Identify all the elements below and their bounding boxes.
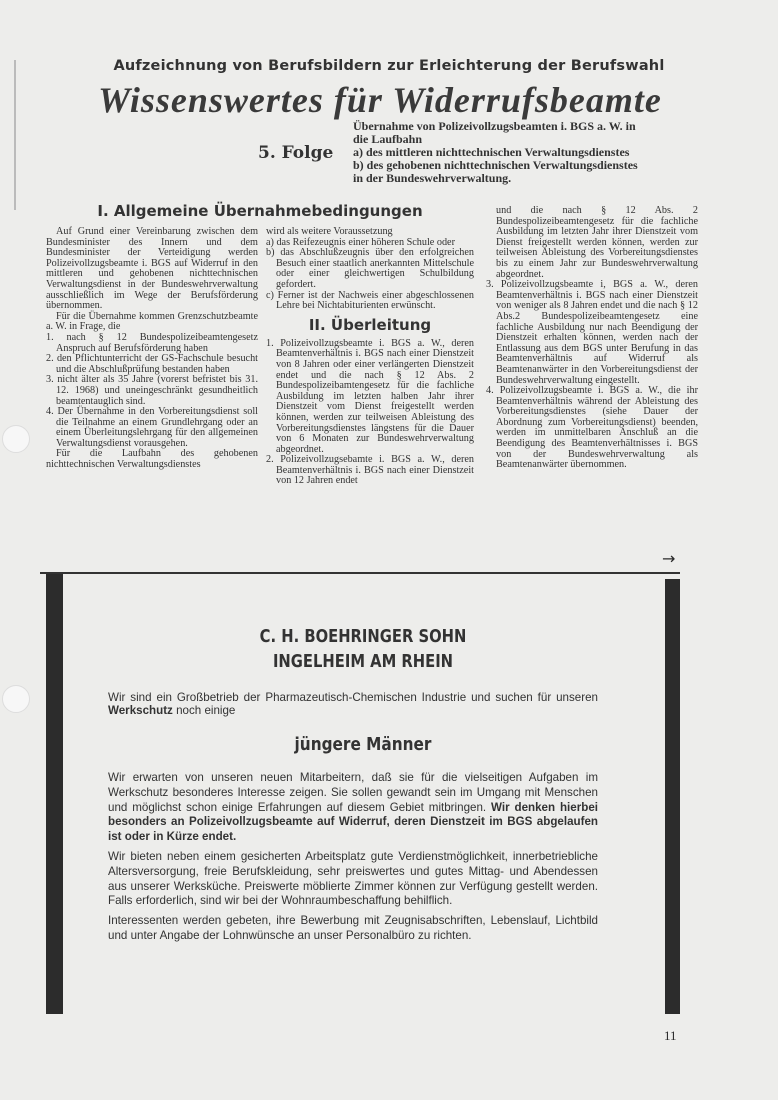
page-number: 11 bbox=[664, 1028, 677, 1043]
list-item: a) das Reifezeugnis einer höheren Schule oder bbox=[266, 236, 455, 248]
ad-text bbox=[108, 771, 598, 949]
list-item: c) Ferner ist der Nachweis einer abgeschlossenen Lehre bei Nichtabiturienten erwünscht. bbox=[266, 289, 474, 312]
emphasis: Wir denken hierbei besonders an Polizeivollzugsbeamte auf Widerruf, deren Dienstzeit im BGS abgelaufen ist oder in Kürze endet. bbox=[108, 800, 598, 844]
episode-description bbox=[353, 120, 713, 185]
column-3 bbox=[486, 206, 698, 471]
section-heading-2: II. Überleitung bbox=[308, 315, 432, 334]
series-kicker: Aufzeichnung von Berufsbildern zur Erleichterung der Berufswahl bbox=[113, 58, 665, 74]
list-item: 3. nicht älter als 35 Jahre (vorerst befristet bis 31. 12. 1968) und uneingeschränkt gesundheitlich beamtentauglich sind. bbox=[46, 374, 258, 407]
episode-line: in der Bundeswehrverwaltung. bbox=[353, 171, 512, 185]
list-item: 3. Polizeivollzugsbeamte i, BGS a. W., deren Beamtenverhältnis i. BGS nach einer Dienstzeit von weniger als 8 Jahren endet und die nach § 12 Abs.2 Bundespolizeibeamtengesetz eine fachliche Ausbildung nur nach Beendigung der Dienstzeit erhalten können, werden nach der Entlassung aus dem BGS unter Berufung in das Beamtenverhältnis auf Widerruf als Beamtenanwärter in den Vorbereitungsdienst der Bundeswehrverwaltung eingestellt. bbox=[486, 279, 698, 386]
list-item: 2. Polizeivollzugsebamte i. BGS a. W., deren Beamtenverhältnis i. BGS nach einer Dienstzeit von 12 Jahren endet bbox=[266, 454, 474, 487]
paragraph: Auf Grund einer Vereinbarung zwischen dem Bundesminister des Innern und dem Bundesminister der Verteidigung werden Polizeivollzugsbeamte i. BGS auf Widerruf in den mittleren und gehobenen nichttechnischen Verwaltungsdienst in der Bundeswehrverwaltung ausschließlich im Wege der Berufsförderung übernommen. bbox=[46, 226, 258, 312]
ad-company bbox=[103, 624, 623, 674]
column-2 bbox=[266, 227, 474, 487]
list-item: 4. Polizeivollzugsbeamte i. BGS a. W., die ihr Beamtenverhältnis während der Ableistung des Vorbereitungsdienstes (siehe Dauer der Abordnung zum Vorbereitungsdienst) beenden, werden im unmittelbaren Anschluß an die Beendigung des Beamtenverhältnisses i. BGS von der Bundeswehrverwaltung als Beamtenanwärter übernommen. bbox=[486, 385, 698, 471]
ad-intro bbox=[108, 692, 598, 717]
company-name: C. H. BOEHRINGER SOHN bbox=[259, 626, 467, 647]
list-item: 4. Der Übernahme in den Vorbereitungsdienst soll die Teilnahme an einem Grundlehrgang oder an einem Überleitungslehrgang für den allgemeinen Verwaltungsdienst vorausgehen. bbox=[46, 406, 258, 449]
paragraph: Für die Übernahme kommen Grenzschutzbeamte a. W. in Frage, die bbox=[46, 310, 258, 333]
list-item: 2. den Pflichtunterricht der GS-Fachschule besucht und die Abschlußprüfung bestanden haben bbox=[46, 353, 258, 375]
punch-hole bbox=[2, 425, 30, 453]
text: noch einige bbox=[172, 703, 236, 717]
paragraph: und die nach § 12 Abs. 2 Bundespolizeibeamtengesetz für die fachliche Ausbildung im letzten Jahr ihrer Dienstzeit vom Dienst freigestellt werden können, werden zur teilweisen Ableistung des Vorbereitungsdienstes bis zu einem Jahr zur Bundeswehrverwaltung abgeordnet. bbox=[496, 205, 698, 280]
job-advertisement bbox=[46, 574, 680, 1014]
column-1 bbox=[46, 227, 258, 471]
list-item: 1. nach § 12 Bundespolizeibeamtengesetz Anspruch auf Berufsförderung haben bbox=[46, 331, 258, 354]
page-title: Wissenswertes für Widerrufsbeamte bbox=[98, 80, 662, 120]
episode-line: a) des mittleren nichttechnischen Verwaltungsdienstes bbox=[353, 145, 630, 159]
paragraph: Für die Laufbahn des gehobenen nichttechnischen Verwaltungsdienstes bbox=[46, 448, 258, 471]
ad-paragraph bbox=[108, 771, 598, 845]
emphasis: Werkschutz bbox=[108, 703, 173, 717]
punch-hole bbox=[2, 685, 30, 713]
ad-border-left bbox=[46, 574, 63, 1014]
margin-mark bbox=[14, 60, 16, 210]
continued-arrow-icon: → bbox=[662, 549, 676, 568]
list-item: b) das Abschlußzeugnis über den erfolgreichen Besuch einer staatlich anerkannten Mittelschule oder einer gleichwertigen Schulbildung gefordert. bbox=[266, 247, 474, 290]
paragraph: wird als weitere Voraussetzung bbox=[266, 226, 393, 237]
episode-line: b) des gehobenen nichttechnischen Verwaltungsdienstes bbox=[353, 158, 638, 172]
list-item: 1. Polizeivollzugsbeamte i. BGS a. W., deren Beamtenverhältnis i. BGS nach einer Dienstzeit von 8 Jahren oder einer verlängerten Dienstzeit endet und die nach § 12 Abs. 2 Bundespolizeibamtengesetz für die fachliche Ausbildung im letzten halben Jahr ihrer Dienstzeit vom Dienst freigestellt werden können, werden zur teilweisen Ableistung des Vorbereitungsdienstes längstens für die Dauer von 6 Monaten zur Bundeswehrverwaltung abgeordnet. bbox=[266, 337, 474, 455]
episode-line: die Laufbahn bbox=[353, 132, 423, 146]
ad-headline: jüngere Männer bbox=[294, 734, 432, 755]
ad-border-right bbox=[665, 579, 680, 1014]
section-heading-1: I. Allgemeine Übernahmebedingungen bbox=[97, 202, 423, 220]
text: Wir erwarten von unseren neuen Mitarbeitern, daß sie für die vielseitigen Aufgaben im Werkschutz besonderes Interesse zeigen. Sie sollen gewandt sein im Umgang mit Menschen und möglichst schon einige Erfahrungen auf diesem Gebiet mitbringen. bbox=[108, 771, 598, 814]
text: Wir sind ein Großbetrieb der Pharmazeutisch-Chemischen Industrie und suchen für unseren bbox=[108, 691, 598, 704]
ad-paragraph: Interessenten werden gebeten, ihre Bewerbung mit Zeugnisabschriften, Lebenslauf, Lichtbild und unter Angabe der Lohnwünsche an unser Personalbüro zu richten. bbox=[108, 914, 598, 942]
ad-paragraph: Wir bieten neben einem gesicherten Arbeitsplatz gute Verdienstmöglichkeit, innerbetriebliche Altersversorgung, freie Berufskleidung, sehr preiswertes und gutes Mittag- und Abendessen aus unserer Werksküche. Preiswerte möblierte Zimmer können zur Verfügung gestellt werden. Falls erforderlich, sind wir bei der Wohnraumbeschaffung behilflich. bbox=[108, 849, 598, 908]
episode-line: Übernahme von Polizeivollzugsbeamten i. BGS a. W. in bbox=[353, 119, 636, 133]
company-location: INGELHEIM AM RHEIN bbox=[272, 651, 454, 672]
episode-label: 5. Folge bbox=[258, 143, 334, 163]
